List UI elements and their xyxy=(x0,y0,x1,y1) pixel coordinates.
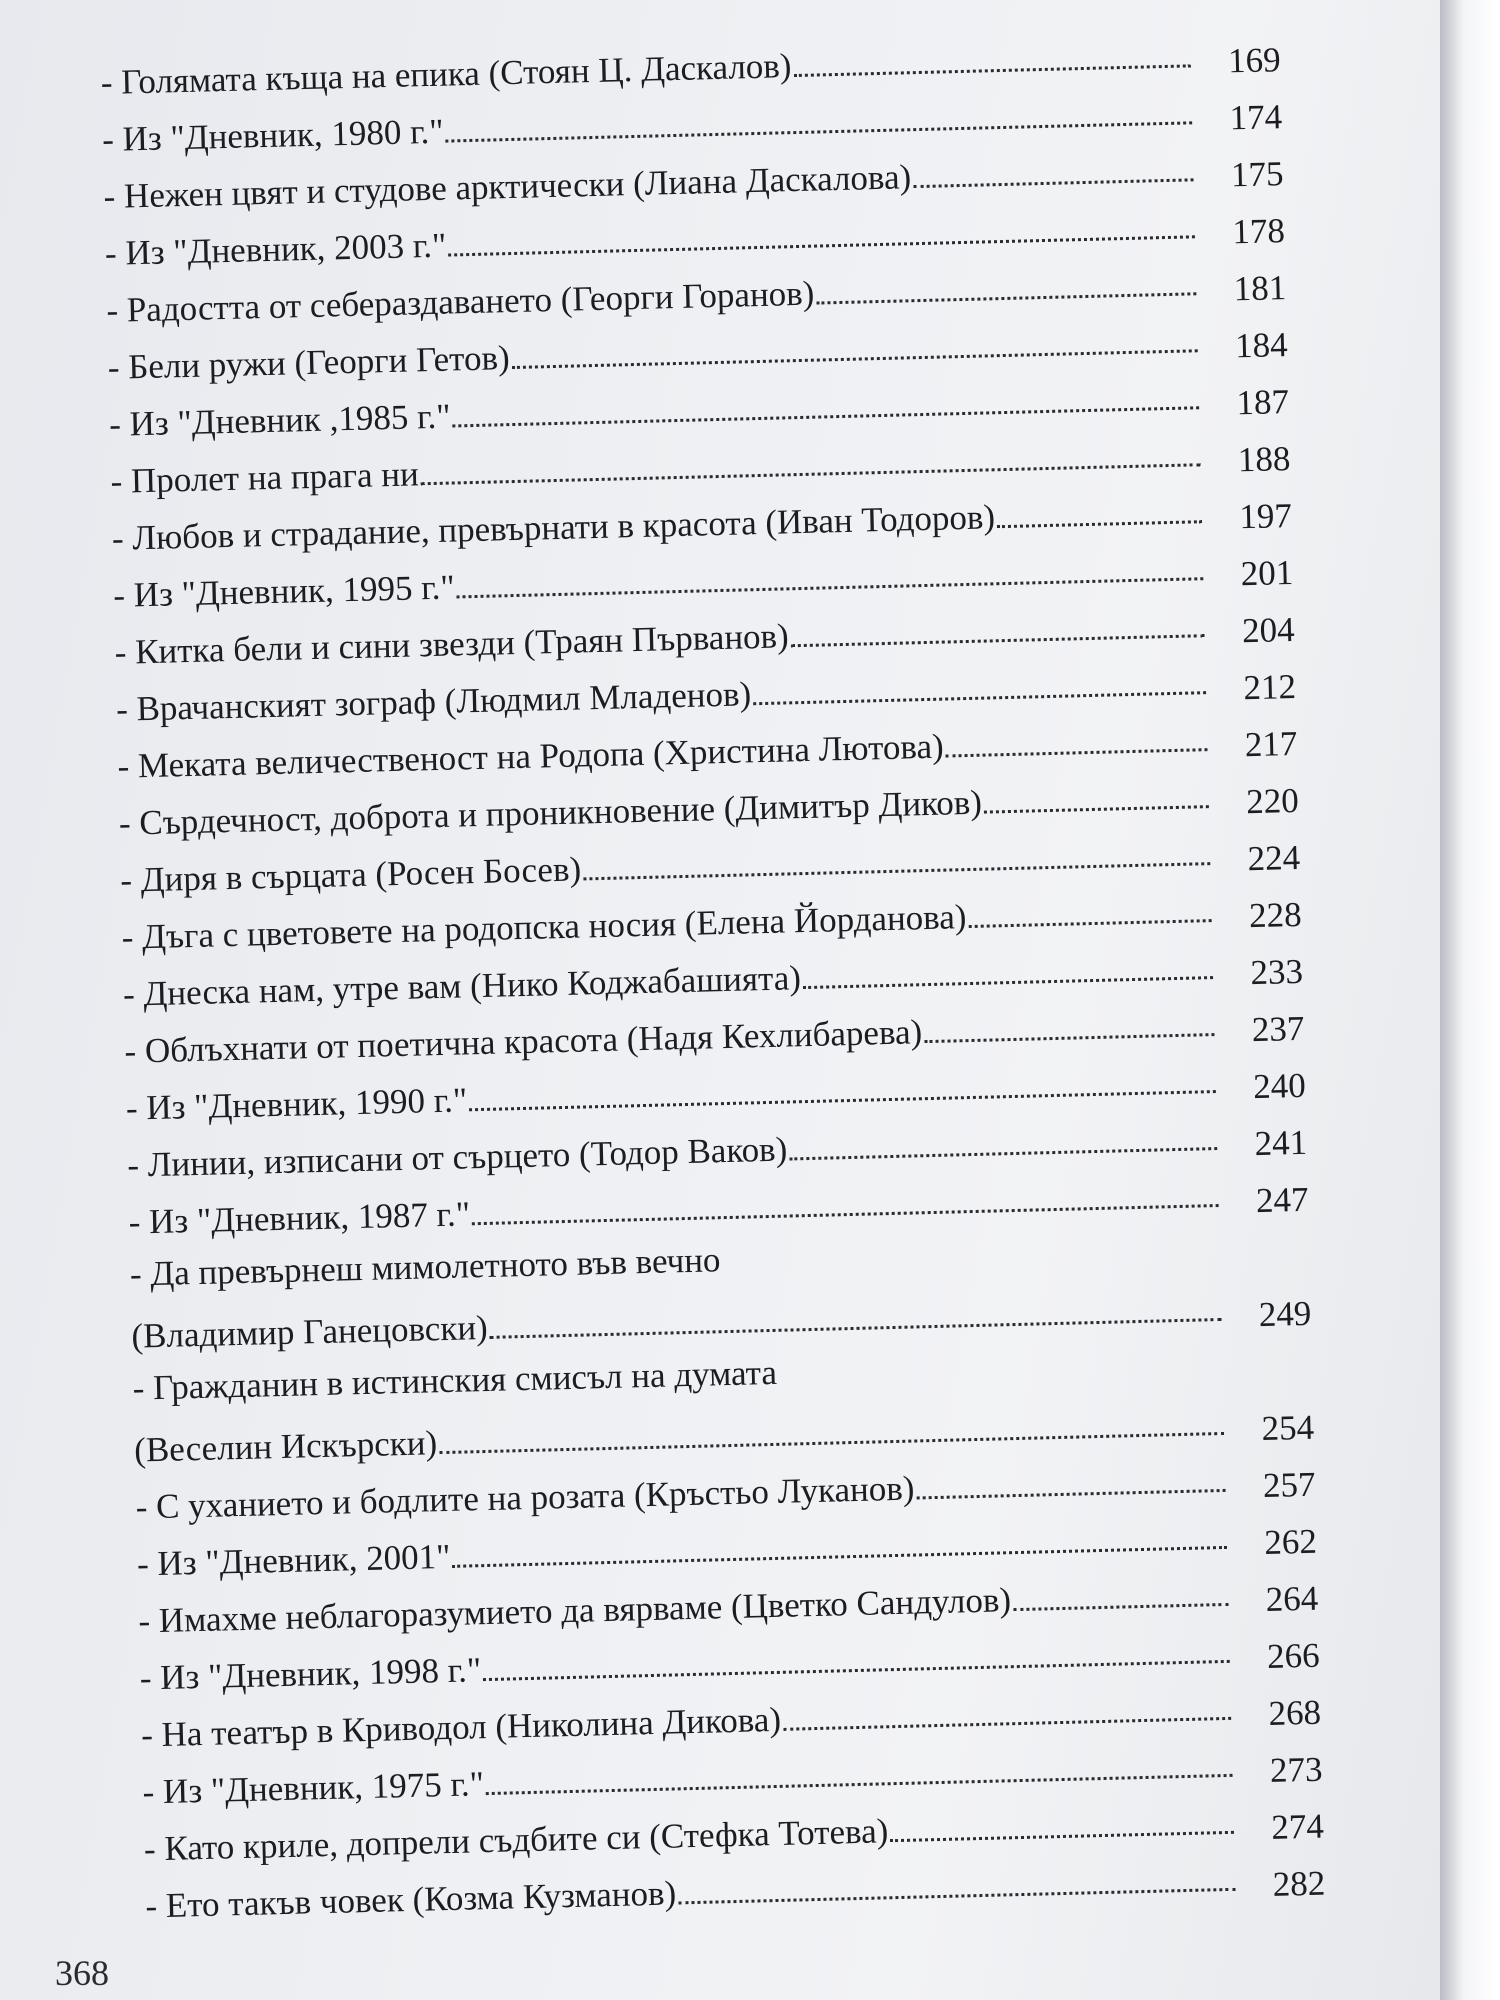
toc-entry-title: - Линии, изписани от сърцето (Тодор Ваков) xyxy=(126,1129,788,1185)
toc-entry-page: 212 xyxy=(1242,666,1297,708)
toc-entry-page: 197 xyxy=(1238,496,1293,537)
dot-leader xyxy=(791,634,1205,647)
toc-entry-title: - Любов и страдание, превърнати в красота (Иван Тодоров) xyxy=(111,497,996,558)
toc-entry-title: - Днеска нам, утре вам (Нико Коджабашията) xyxy=(122,958,802,1014)
toc-entry-title: - Гражданин в истинския смисъл на думата xyxy=(132,1352,778,1408)
toc-entry-title: - На театър в Криводол (Николина Дикова) xyxy=(140,1699,782,1755)
toc-entry-title: - Облъхнати от поетична красота (Надя Кехлибарева) xyxy=(124,1012,923,1071)
toc-entry-page: 273 xyxy=(1269,1749,1323,1790)
toc-entry-page: 254 xyxy=(1261,1407,1315,1449)
toc-entry-title: - Сърдечност, доброта и проникновение (Димитър Диков) xyxy=(118,782,983,843)
toc-entry-title: - Из "Дневник, 2001" xyxy=(136,1536,451,1584)
toc-entry-page: 249 xyxy=(1258,1293,1312,1335)
toc-entry-page: 217 xyxy=(1244,723,1298,765)
toc-entry-title: - Имахме неблагоразумието да вярваме (Цветко Сандулов) xyxy=(137,1580,1012,1641)
toc-entry-page: 174 xyxy=(1229,97,1283,138)
toc-entry-title: - Китка бели и сини звезди (Траян Първанов) xyxy=(114,616,790,672)
toc-entry-title: - Меката величественост на Родопа (Христина Лютова) xyxy=(117,726,945,786)
page-number: 368 xyxy=(55,1953,109,1993)
toc-entry-title: - Из "Дневник, 2003 г." xyxy=(104,225,447,273)
toc-entry-title: - Да превърнеш мимолетното във вечно xyxy=(129,1240,721,1294)
toc-entry-page: 201 xyxy=(1240,553,1294,594)
toc-entry-page: 175 xyxy=(1230,154,1284,195)
toc-entry-page: 233 xyxy=(1249,951,1304,993)
dot-leader xyxy=(794,64,1191,77)
toc-entry-page: 264 xyxy=(1265,1578,1319,1619)
dot-leader xyxy=(890,1831,1234,1842)
toc-entry-page: 282 xyxy=(1272,1863,1326,1904)
toc-entry-page: 228 xyxy=(1248,894,1303,936)
toc-entry-page: 178 xyxy=(1231,211,1286,252)
toc-entry-page: 169 xyxy=(1227,40,1282,81)
toc-entry-title: - Из "Дневник, 1987 г." xyxy=(128,1194,471,1242)
toc-entry-title: - Пролет на прага ни xyxy=(110,454,420,501)
toc-entry-title: - Бели ружи (Георги Гетов) xyxy=(107,338,511,387)
toc-entry-title: - Дъга с цветовете на родопска носия (Елена Йорданова) xyxy=(121,897,967,957)
toc-entry-title-cont: (Веселин Искърски) xyxy=(133,1423,438,1470)
toc-entry-title: - Из "Дневник, 1998 г." xyxy=(139,1650,482,1698)
toc-entry-title: - Из "Дневник, 1995 г." xyxy=(112,567,456,615)
toc-entry-title: - Из "Дневник, 1975 г." xyxy=(142,1764,485,1812)
toc-entry-page: 188 xyxy=(1237,439,1291,480)
dot-leader xyxy=(917,1489,1226,1500)
toc-entry-title: - Голямата къща на епика (Стоян Ц. Даскалов) xyxy=(100,46,792,102)
toc-entry-page: 224 xyxy=(1247,837,1301,879)
toc-entry-title: - Нежен цвят и студове арктически (Лиана Даскалова) xyxy=(103,157,912,216)
dot-leader xyxy=(753,691,1206,705)
toc-entry-title: - Като криле, допрели съдбите си (Стефка Тотева) xyxy=(143,1811,889,1869)
dot-leader xyxy=(803,976,1213,989)
toc-entry-title: - Диря в сърцата (Росен Босев) xyxy=(119,849,582,900)
dot-leader xyxy=(783,1717,1231,1731)
dot-leader xyxy=(913,178,1193,188)
dot-leader xyxy=(997,520,1202,528)
toc-entry-page: 237 xyxy=(1251,1008,1305,1050)
toc-entry-page: 241 xyxy=(1254,1122,1308,1164)
toc-entry-title: - Из "Дневник, 1980 г." xyxy=(101,111,444,159)
toc-entry-title: - Из "Дневник, 1990 г." xyxy=(125,1080,468,1128)
toc-entry-page: 247 xyxy=(1255,1179,1309,1221)
toc-entry-page: 240 xyxy=(1252,1065,1307,1107)
toc-entry-page: 181 xyxy=(1233,268,1287,309)
toc-entry-page: 184 xyxy=(1234,325,1289,366)
toc-entry-page: 204 xyxy=(1241,609,1296,651)
toc-entry-page: 262 xyxy=(1263,1521,1318,1562)
toc-entry-title: - Радостта от себераздаването (Георги Горанов) xyxy=(105,273,815,330)
dot-leader xyxy=(984,805,1209,813)
dot-leader xyxy=(789,1147,1217,1160)
toc-entry-title: - Ето такъв човек (Козма Кузманов) xyxy=(144,1873,677,1926)
page-edge xyxy=(1440,0,1500,2000)
toc-entry-title: - С уханието и бодлите на розата (Кръстьо Луканов) xyxy=(135,1468,915,1527)
toc-entry-page: 257 xyxy=(1262,1464,1316,1506)
toc-entry-page: 266 xyxy=(1266,1635,1321,1676)
dot-leader xyxy=(1013,1603,1228,1611)
table-of-contents xyxy=(100,19,1326,1928)
dot-leader xyxy=(946,748,1208,757)
toc-entry-page: 220 xyxy=(1245,780,1300,822)
dot-leader xyxy=(924,1033,1214,1043)
toc-entry-page: 187 xyxy=(1236,382,1290,423)
toc-entry-title: - Врачанският зограф (Людмил Младенов) xyxy=(115,674,752,729)
toc-entry-page: 274 xyxy=(1270,1806,1325,1847)
toc-entry-title-cont: (Владимир Ганецовски) xyxy=(131,1307,489,1356)
toc-entry-page: 268 xyxy=(1268,1692,1322,1733)
dot-leader xyxy=(678,1888,1235,1905)
dot-leader xyxy=(817,292,1197,304)
dot-leader xyxy=(969,919,1212,928)
toc-entry-title: - Из "Дневник ,1985 г." xyxy=(108,396,451,444)
